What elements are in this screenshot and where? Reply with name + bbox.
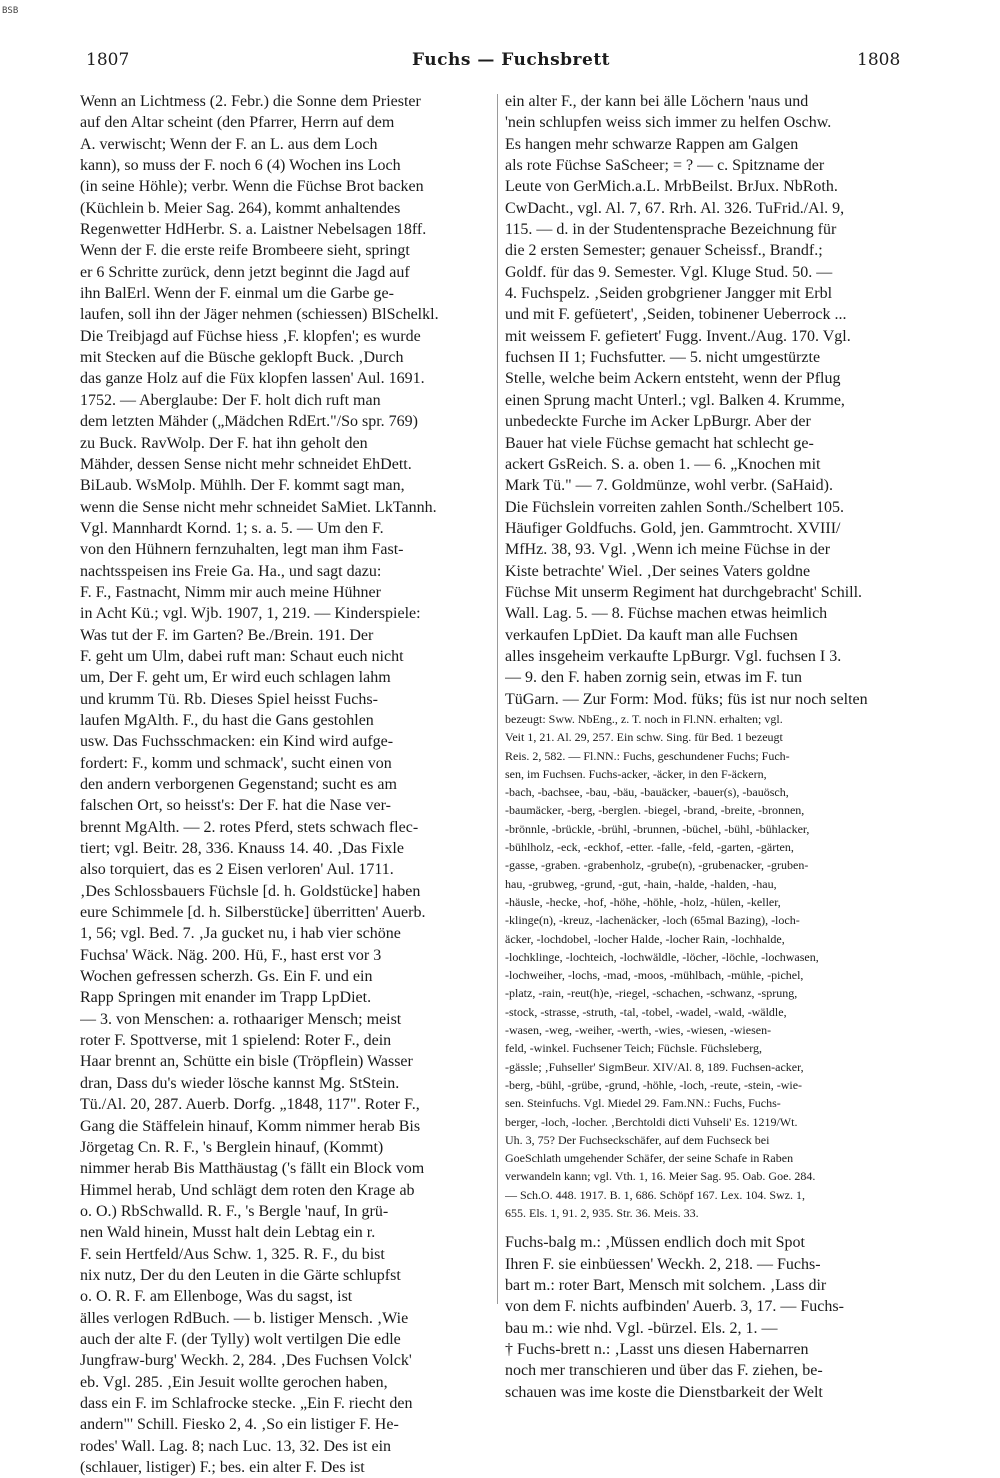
text-line: CwDacht., vgl. Al. 7, 67. Rrh. Al. 326. TuFrid./Al. 9, <box>505 199 845 217</box>
text-line: von den Hühnern fernzuhalten, legt man ihm Fast- <box>80 541 404 559</box>
text-line: ein alter F., der kann bei älle Löchern 'naus und <box>505 93 809 110</box>
text-line: andern"' Schill. Fiesko 2, 4. ‚So ein listiger F. He- <box>80 1416 399 1434</box>
text-line: Leute von GerMich.a.L. MrbBeilst. BrJux. NbRoth. <box>505 178 838 196</box>
text-line: -baumäcker, -berg, -berglen. -biegel, -brand, -breite, -bronnen, <box>505 803 805 818</box>
text-line: -klinge(n), -kreuz, -lachenäcker, -loch (65mal Bazing), -loch- <box>505 913 800 928</box>
text-line: noch mer transchieren und über das F. ziehen, be- <box>505 1362 823 1380</box>
text-line: (schlauer, listiger) F.; bes. ein alter F. Des ist <box>80 1459 365 1476</box>
text-line: -bühlholz, -eck, -eckhof, -etter. -falle, -feld, -garten, -gärten, <box>505 840 794 855</box>
text-line: Wenn der F. die erste reife Brombeere sieht, springt <box>80 242 410 260</box>
text-line: Wenn an Lichtmess (2. Febr.) die Sonne dem Priester <box>80 93 421 110</box>
text-line: Haar brennt an, Schütte ein bisle (Tröpflein) Wasser <box>80 1053 413 1071</box>
text-line: nimmer herab Bis Matthäustag ('s fällt ein Block vom <box>80 1160 425 1178</box>
text-line: 115. — d. in der Studentensprache Bezeichnung für <box>505 221 837 239</box>
text-line: Jörgetag Cn. R. F., 's Berglein hinauf, (Kommt) <box>80 1138 384 1156</box>
text-line: verwandeln kann; vgl. Vth. 1, 16. Meier Sag. 95. Oab. Goe. 284. <box>505 1169 816 1184</box>
text-line: feld, -winkel. Fuchsener Teich; Füchsle. Füchsleberg, <box>505 1041 762 1056</box>
text-line: Die Treibjagd auf Füchse hiess ‚F. klopfen'; es wurde <box>80 327 421 345</box>
text-line: nix nutz, Der du den Leuten in die Gärte schlupfst <box>80 1266 401 1284</box>
text-line: -berg, -bühl, -grübe, -grund, -höhle, -loch, -reute, -stein, -wie- <box>505 1077 803 1092</box>
text-line: laufen, soll ihn der Jäger nehmen (schiessen) BlSchelkl. <box>80 306 439 324</box>
text-line: die 2 ersten Semester; genauer Scheissf., Brandf.; <box>505 242 823 260</box>
text-line: Kiste betrachte' Wiel. ‚Der seines Vaters goldne <box>505 562 811 580</box>
text-line: wenn die Sense nicht mehr schneidet SaMiet. LkTannh. <box>80 498 437 516</box>
text-line: F. geht um Ulm, dabei ruft man: Schaut euch nicht <box>80 647 404 665</box>
text-line: tiert; vgl. Beitr. 28, 336. Knauss 14. 40. ‚Das Fixle <box>80 840 404 858</box>
text-line: und krumm Tü. Rb. Dieses Spiel heisst Fuchs- <box>80 690 378 708</box>
text-line: Wochen gefressen scherzh. Gs. Ein F. und ein <box>80 968 373 986</box>
text-line: Jungfraw-burg' Weckh. 2, 284. ‚Des Fuchsen Volck' <box>80 1352 412 1370</box>
text-line: (in seine Höhle); verbr. Wenn die Füchse Brot backen <box>80 178 424 196</box>
text-line: — 3. von Menschen: a. rothaariger Mensch; meist <box>80 1010 402 1028</box>
text-line: -häusle, -hecke, -hof, -höhe, -höhle, -holz, -hülen, -keller, <box>505 894 781 909</box>
right-column <box>505 91 918 1403</box>
text-line: ihn BalErl. Wenn der F. einmal um die Garbe ge- <box>80 285 394 303</box>
text-line: Stelle, welche beim Ackern entsteht, wenn der Pflug <box>505 370 841 388</box>
text-line: Bauer hat viele Füchse gemacht hat schlecht ge- <box>505 434 814 452</box>
text-line: -stock, -strasse, -struth, -tal, -tobel, -wadel, -wald, -wäldle, <box>505 1004 787 1019</box>
text-line: bau m.: wie nhd. Vgl. -bürzel. Els. 2, 1. — <box>505 1319 778 1337</box>
text-line: — Sch.O. 448. 1917. B. 1, 686. Schöpf 167. Lex. 104. Swz. 1, <box>505 1187 805 1202</box>
text-line: mit weissem F. gefietert' Fugg. Invent./Aug. 170. Vgl. <box>505 327 851 345</box>
text-line: von dem F. nichts aufbinden' Auerb. 3, 17. — Fuchs- <box>505 1298 844 1316</box>
text-line: Was tut der F. im Garten? Be./Brein. 191. Der <box>80 626 374 644</box>
text-line: o. O. R. F. am Ellenboge, Was du sagst, ist <box>80 1288 353 1306</box>
text-line: Vgl. Mannhardt Kornd. 1; s. a. 5. — Um den F. <box>80 519 384 537</box>
text-line: Häufiger Goldfuchs. Gold, jen. Gammtrocht. XVIII/ <box>505 519 841 537</box>
text-line: äcker, -lochdobel, -locher Halde, -locher Rain, -lochhalde, <box>505 931 785 946</box>
text-line: — 9. den F. haben zornig sein, etwas im F. tun <box>505 669 802 687</box>
text-line: -gässle; ‚Fuhseller' SigmBeur. XIV/Al. 8, 189. Fuchsen-acker, <box>505 1059 804 1074</box>
library-stamp: BSB <box>2 6 19 16</box>
text-line: den andern verborgenen Gegenstand; sucht es am <box>80 776 397 793</box>
text-line: 655. Els. 1, 91. 2, 935. Str. 36. Meis. 33. <box>505 1205 699 1220</box>
text-line: hau, -grubweg, -grund, -gut, -hain, -halde, -halden, -hau, <box>505 876 777 891</box>
text-line: mit Stecken auf die Büsche geklopft Buck. ‚Durch <box>80 349 404 367</box>
text-line: -bach, -bachsee, -bau, -bäu, -bauäcker, -bauer(s), -bauösch, <box>505 785 789 800</box>
text-line: F. F., Fastnacht, Nimm mir auch meine Hühner <box>80 583 381 601</box>
text-line: einen Sprung macht Unterl.; vgl. Balken 4. Krumme, <box>505 391 845 409</box>
text-line: -platz, -rain, -reut(h)e, -riegel, -schachen, -schwanz, -sprung, <box>505 986 798 1001</box>
text-line: das ganze Holz auf die Füx klopfen lassen' Aul. 1691. <box>80 370 425 388</box>
text-line: sen, im Fuchsen. Fuchs-acker, -äcker, in den F-äckern, <box>505 766 767 781</box>
text-line: Es hangen mehr schwarze Rappen am Galgen <box>505 135 799 153</box>
text-line: nen Wald hinein, Musst halt dein Lebtag ein r. <box>80 1224 376 1242</box>
text-line: fordert: F., komm und schmack', sucht einen von <box>80 754 392 772</box>
text-line: Die Füchslein vorreiten zahlen Sonth./Schelbert 105. <box>505 498 845 516</box>
text-line: F. sein Hertfeld/Aus Schw. 1, 325. R. F., du bist <box>80 1245 385 1263</box>
text-line: bart m.: roter Bart, Mensch mit solchem. ‚Lass dir <box>505 1276 827 1294</box>
text-line: -brönnle, -brückle, -brühl, -brunnen, -büchel, -bühl, -bühlacker, <box>505 821 810 836</box>
text-line: brennt MgAlth. — 2. rotes Pferd, stets schwach flec- <box>80 818 419 836</box>
text-line: A. verwischt; Wenn der F. an L. aus dem Loch <box>80 135 378 153</box>
text-line: Ihren F. sie einbüessen' Weckh. 2, 218. — Fuchs- <box>505 1255 821 1273</box>
text-line: laufen MgAlth. F., du hast die Gans gestohlen <box>80 711 374 729</box>
text-line: dran, Dass du's wieder lösche kannst Mg. StStein. <box>80 1074 400 1092</box>
text-line: dem letzten Mähder („Mädchen RdErt."/So spr. 769) <box>80 413 418 431</box>
text-line: berger, -loch, -locher. ‚Berchtoldi dicti Vuhseli' Es. 1219/Wt. <box>505 1114 798 1129</box>
text-line: zu Buck. RavWolp. Der F. hat ihn geholt den <box>80 434 368 452</box>
text-line: falschen Ort, so heisst's: Der F. hat die Nase ver- <box>80 797 391 815</box>
text-line: Goldf. für das 9. Semester. Vgl. Kluge Stud. 50. — <box>505 263 833 281</box>
page-number-right: 1808 <box>857 50 901 70</box>
text-line: auch der alte F. (der Tylly) wolt vertilgen Die edle <box>80 1330 401 1348</box>
text-line: in Acht Kü.; vgl. Wjb. 1907, 1, 219. — Kinderspiele: <box>80 605 421 623</box>
text-line: Uh. 3, 75? Der Fuchseckschäfer, auf dem Fuchseck bei <box>505 1132 770 1147</box>
text-line: Fuchs-balg m.: ‚Müssen endlich doch mit Spot <box>505 1234 805 1252</box>
text-line: er 6 Schritte zurück, denn jetzt beginnt die Jagd auf <box>80 263 410 281</box>
text-line: rodes' Wall. Lag. 8; nach Luc. 13, 32. Des ist ein <box>80 1437 392 1455</box>
text-line: usw. Das Fuchsschmacken: ein Kind wird aufge- <box>80 733 394 751</box>
text-line: ackert GsReich. S. a. oben 1. — 6. „Knochen mit <box>505 455 821 473</box>
text-line: bezeugt: Sww. NbEng., z. T. noch in Fl.NN. erhalten; vgl. <box>505 711 783 726</box>
text-line: auf den Altar scheint (den Pfarrer, Herrn auf dem <box>80 114 395 132</box>
text-line: verkaufen LpDiet. Da kauft man alle Fuchsen <box>505 626 798 644</box>
text-line: fuchsen II 1; Fuchsfutter. — 5. nicht umgestürzte <box>505 349 821 367</box>
text-line: -gasse, -graben. -grabenholz, -grube(n), -grubenacker, -gruben- <box>505 858 809 873</box>
text-line: dass ein F. im Schlafrocke stecke. „Ein F. riecht den <box>80 1394 413 1412</box>
text-line: nachtsspeisen ins Freie Ga. Ha., und sagt dazu: <box>80 562 382 580</box>
text-line: eure Schimmele [d. h. Silberstücke] überritten' Auerb. <box>80 904 426 922</box>
text-line: Mark Tü." — 7. Goldmünze, wohl verbr. (SaHaid). <box>505 477 833 495</box>
text-line: Rapp Springen mit enander im Trapp LpDiet. <box>80 989 372 1007</box>
text-line: als rote Füchse SaScheer; = ? — c. Spitzname der <box>505 157 825 175</box>
text-line: BiLaub. WsMolp. Mühlh. Der F. kommt sagt man, <box>80 477 405 495</box>
text-line: sen. Steinfuchs. Vgl. Miedel 29. Fam.NN.: Fuchs, Fuchs- <box>505 1096 781 1111</box>
text-line: um, Der F. geht um, Er wird euch schlagen lahm <box>80 669 391 687</box>
text-line: roter F. Spottverse, mit 1 spielend: Roter F., dein <box>80 1032 392 1050</box>
text-line: und mit F. gefüetert', ‚Seiden, tobinener Ueberrock ... <box>505 306 847 324</box>
text-line: Gang die Stäffelein hinauf, Komm nimmer herab Bis <box>80 1117 421 1135</box>
text-line: Fuchsa' Wäck. Näg. 200. Hü, F., hast erst vor 3 <box>80 946 382 964</box>
text-line: † Fuchs-brett n.: ‚Lasst uns diesen Habernarren <box>505 1341 809 1358</box>
text-line: -lochweiher, -lochs, -mad, -moos, -mühlbach, -mühle, -pichel, <box>505 968 804 983</box>
left-column <box>80 91 490 1478</box>
text-line: eb. Vgl. 285. ‚Ein Jesuit wollte gerochen haben, <box>80 1373 388 1391</box>
text-line: Regenwetter HdHerbr. S. a. Laistner Nebelsagen 18ff. <box>80 221 427 239</box>
text-line: also torquiert, das es 2 Eisen verloren' Aul. 1711. <box>80 861 394 879</box>
text-line: 4. Fuchspelz. ‚Seiden grobgriener Jangger mit Erbl <box>505 285 833 303</box>
column-divider <box>497 94 498 1304</box>
text-line: TüGarn. — Zur Form: Mod. füks; füs ist nur noch selten <box>505 690 868 708</box>
text-line: MfHz. 38, 93. Vgl. ‚Wenn ich meine Füchse in der <box>505 541 831 559</box>
text-line: ‚Des Schlossbauers Füchsle [d. h. Goldstücke] haben <box>80 882 421 900</box>
text-line: Wall. Lag. 5. — 8. Füchse machen etwas heimlich <box>505 605 828 623</box>
text-line: Himmel herab, Und schlägt dem roten den Krage ab <box>80 1181 415 1199</box>
text-line: älles verlogen RdBuch. — b. listiger Mensch. ‚Wie <box>80 1309 409 1327</box>
page-number-left: 1807 <box>86 50 130 70</box>
text-line: Mähder, dessen Sense nicht mehr schneidet EhDett. <box>80 455 412 473</box>
text-line: 1752. — Aberglaube: Der F. holt dich ruft man <box>80 391 381 409</box>
text-line: 1, 56; vgl. Bed. 7. ‚Ja gucket nu, i hab vier schöne <box>80 925 401 943</box>
text-line: -wasen, -weg, -weiher, -werth, -wies, -wiesen, -wiesen- <box>505 1023 772 1038</box>
text-line: Reis. 2, 582. — Fl.NN.: Fuchs, geschundener Fuchs; Fuch- <box>505 748 790 763</box>
text-line: kann), so muss der F. noch 6 (4) Wochen ins Loch <box>80 157 401 175</box>
text-line: schauen was ime koste die Dienstbarkeit der Welt <box>505 1383 823 1401</box>
text-line: 'nein schlupfen weiss sich immer zu helfen Oschw. <box>505 114 832 132</box>
text-line: alles insgeheim verkaufte LpBurgr. Vgl. fuchsen I 3. <box>505 647 842 665</box>
text-line: unbedeckte Furche im Acker LpBurgr. Aber der <box>505 413 811 431</box>
text-line: Veit 1, 21. Al. 29, 257. Ein schw. Sing. für Bed. 1 bezeugt <box>505 730 783 745</box>
text-line: o. O.) RbSchwalld. R. F., 's Bergle 'nauf, In grü- <box>80 1202 389 1220</box>
text-line: -lochklinge, -lochteich, -lochwäldle, -löcher, -löchle, -lochwasen, <box>505 949 819 964</box>
running-title: Fuchs — Fuchsbrett <box>412 50 611 70</box>
text-line: (Küchlein b. Meier Sag. 264), kommt anhaltendes <box>80 199 401 217</box>
text-line: Tü./Al. 20, 287. Auerb. Dorfg. „1848, 117". Roter F., <box>80 1096 420 1114</box>
text-line: Füchse Mit unserm Regiment hat durchgebracht' Schill. <box>505 583 863 601</box>
text-line: GoeSchlath umgehender Schäfer, der seine Schafe in Raben <box>505 1151 794 1166</box>
